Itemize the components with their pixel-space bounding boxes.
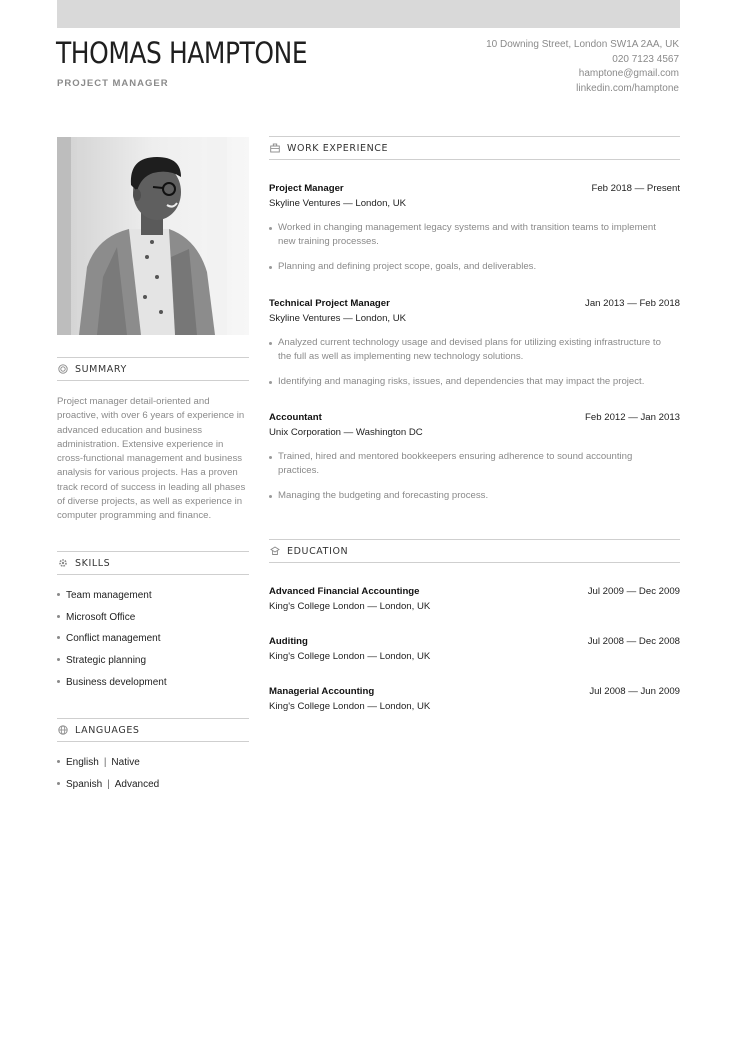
education-entry bbox=[269, 636, 680, 662]
job-org: Unix Corporation — Washington DC bbox=[269, 427, 423, 438]
work-entry bbox=[269, 298, 680, 399]
degree-dates: Jul 2008 — Jun 2009 bbox=[589, 686, 680, 697]
contact-email[interactable]: hamptone@gmail.com bbox=[578, 68, 679, 79]
job-dates: Feb 2018 — Present bbox=[591, 183, 680, 194]
list-item: Planning and defining project scope, goals, and deliverables. bbox=[269, 260, 669, 274]
job-org: Skyline Ventures — London, UK bbox=[269, 313, 407, 324]
graduation-icon bbox=[270, 546, 280, 556]
list-item: Team management bbox=[57, 585, 167, 607]
list-item: Worked in changing management legacy systems and with transition teams to implement new training processes. bbox=[269, 221, 669, 250]
degree-title: Auditing bbox=[269, 636, 308, 647]
degree-title: Managerial Accounting bbox=[269, 686, 375, 697]
summary-section-header bbox=[57, 357, 249, 381]
education-section-header bbox=[269, 539, 680, 563]
job-dates: Jan 2013 — Feb 2018 bbox=[585, 298, 680, 309]
target-icon bbox=[58, 364, 68, 374]
job-org: Skyline Ventures — London, UK bbox=[269, 198, 407, 209]
list-item: Identifying and managing risks, issues, and dependencies that may impact the project. bbox=[269, 375, 669, 389]
work-section-header bbox=[269, 136, 680, 160]
languages-section-header bbox=[57, 718, 249, 742]
list-item: Trained, hired and mentored bookkeepers ensuring adherence to sound accounting practices. bbox=[269, 450, 669, 479]
contact-phone: 020 7123 4567 bbox=[612, 53, 679, 65]
briefcase-icon bbox=[270, 143, 280, 153]
degree-org: King's College London — London, UK bbox=[269, 601, 431, 612]
job-dates: Feb 2012 — Jan 2013 bbox=[585, 412, 680, 423]
degree-org: King's College London — London, UK bbox=[269, 701, 431, 712]
header-bar bbox=[57, 0, 680, 28]
list-item: Conflict management bbox=[57, 628, 167, 650]
summary-text: Project manager detail-oriented and proactive, with over 6 years of experience in advanced education and business administration. Extensive experience in cross-functional management and business analysis for various projects. Has a proven track record of success in leading all phases of diverse projects, as well as experience in computer programming and finance. bbox=[57, 396, 246, 522]
contact-address: 10 Downing Street, London SW1A 2AA, UK bbox=[486, 39, 679, 50]
education-title: EDUCATION bbox=[287, 545, 349, 557]
languages-title: LANGUAGES bbox=[75, 724, 140, 736]
candidate-role: PROJECT MANAGER bbox=[57, 78, 169, 89]
languages-list bbox=[57, 752, 159, 795]
list-item: English | Native bbox=[57, 752, 159, 774]
education-entry bbox=[269, 686, 680, 712]
work-entry bbox=[269, 412, 680, 513]
list-item: Microsoft Office bbox=[57, 607, 167, 629]
degree-title: Advanced Financial Accountinge bbox=[269, 586, 420, 597]
degree-org: King's College London — London, UK bbox=[269, 651, 431, 662]
work-title: WORK EXPERIENCE bbox=[287, 142, 389, 154]
list-item: Business development bbox=[57, 671, 167, 693]
skills-title: SKILLS bbox=[75, 557, 111, 569]
candidate-name: THOMAS HAMPTONE bbox=[56, 36, 308, 70]
work-entry bbox=[269, 183, 680, 284]
list-item: Spanish | Advanced bbox=[57, 774, 159, 796]
gear-icon bbox=[58, 558, 68, 568]
portrait-image bbox=[57, 137, 249, 335]
contact-block bbox=[486, 38, 679, 96]
job-title: Accountant bbox=[269, 412, 322, 423]
skills-section-header bbox=[57, 551, 249, 575]
job-title: Technical Project Manager bbox=[269, 298, 390, 309]
summary-title: SUMMARY bbox=[75, 363, 127, 375]
globe-icon bbox=[58, 725, 68, 735]
skills-list bbox=[57, 585, 167, 693]
job-title: Project Manager bbox=[269, 183, 344, 194]
list-item: Strategic planning bbox=[57, 650, 167, 672]
list-item: Analyzed current technology usage and devised plans for utilizing existing infrastructure to the full as well as implementing new technology solutions. bbox=[269, 336, 669, 365]
education-entry bbox=[269, 586, 680, 612]
contact-linkedin[interactable]: linkedin.com/hamptone bbox=[576, 82, 679, 94]
degree-dates: Jul 2009 — Dec 2009 bbox=[587, 586, 680, 597]
degree-dates: Jul 2008 — Dec 2008 bbox=[587, 636, 680, 647]
list-item: Managing the budgeting and forecasting process. bbox=[269, 489, 669, 503]
profile-photo bbox=[57, 137, 249, 335]
